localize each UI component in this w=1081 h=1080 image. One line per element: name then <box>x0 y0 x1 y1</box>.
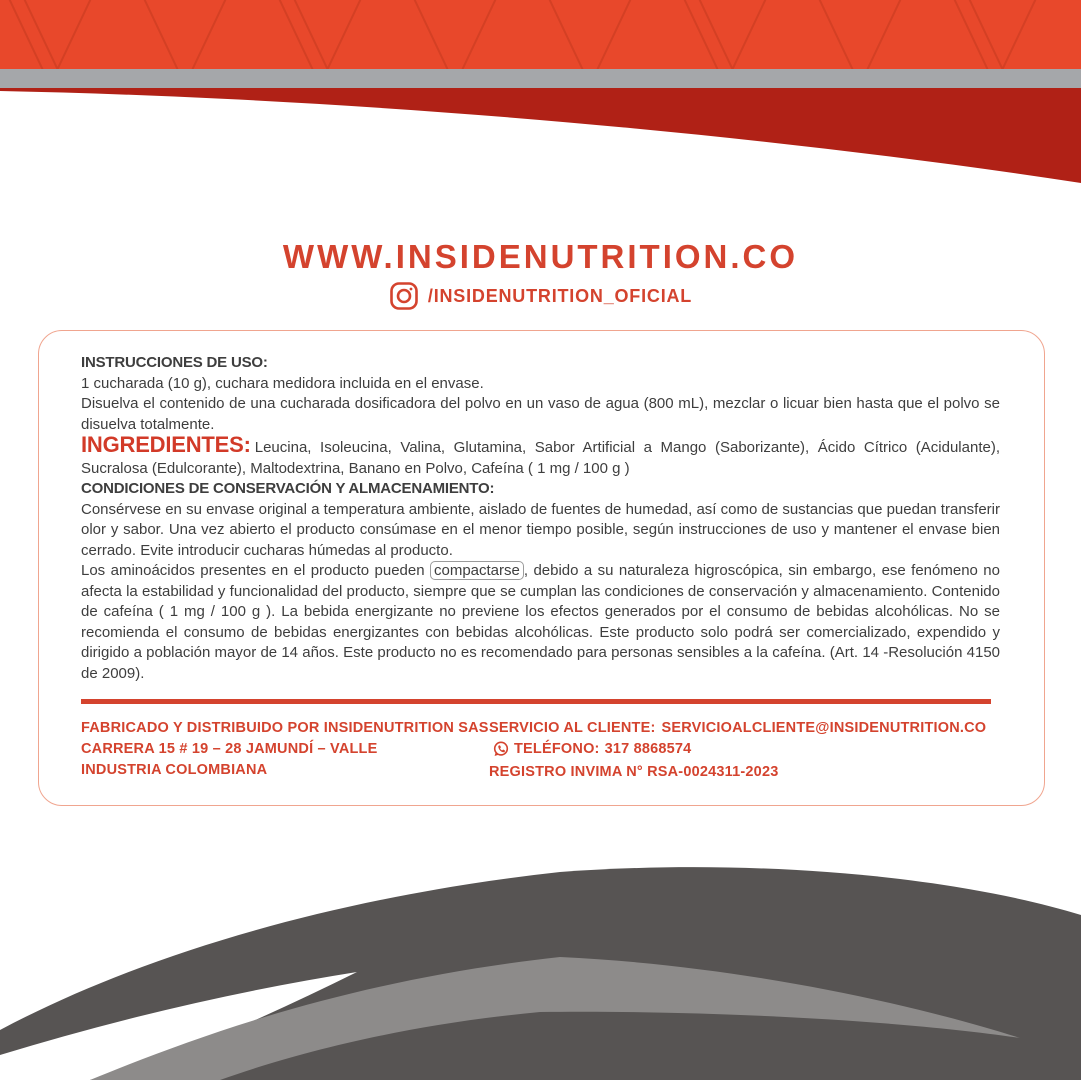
service-line <box>489 718 1000 739</box>
header-darkred-curve <box>0 88 1081 183</box>
instagram-icon <box>389 281 419 311</box>
storage-paragraph-2-end: , debido a su naturaleza higroscópica, sin embargo, ese fenómeno no afecta la estabilidad y funcionalidad del producto, siempre que se cumplan las condiciones de conservación y almacenamiento. Contenido de cafeína ( 1 mg / 100 g ). La bebida energizante no previene los efectos generados por el consumo de bebidas alcohólicas. No se recomienda el consumo de bebidas energizantes con bebidas alcohólicas. Este producto solo podrá ser comercializado, expendido y dirigido a población mayor de 14 años. Este producto no es recomendado para personas sensibles a la cafeína. (Art. 14 -Resolución 4150 de 2009). <box>81 562 1000 682</box>
address-line: CARRERA 15 # 19 – 28 JAMUNDÍ – VALLE <box>81 740 378 757</box>
service-label: SERVICIO AL CLIENTE: <box>489 719 656 736</box>
header-decoration <box>0 0 1081 185</box>
service-email: SERVICIOALCLIENTE@INSIDENUTRITION.CO <box>661 719 987 736</box>
manufacturer-line: FABRICADO Y DISTRIBUIDO POR INSIDENUTRITION SAS <box>81 719 489 736</box>
footer-swoosh-decoration <box>0 820 1081 1080</box>
instagram-row <box>0 281 1081 311</box>
phone-line <box>489 739 1000 760</box>
red-divider <box>81 699 991 704</box>
storage-paragraph-2 <box>81 561 1000 684</box>
manufacturer-block <box>81 718 489 783</box>
ingredients-text: Leucina, Isoleucina, Valina, Glutamina, Sabor Artificial a Mango (Saborizante), Ácido Cítrico (Acidulante), Sucralosa (Edulcorante), Maltodextrina, Banano en Polvo, Cafeína ( 1 mg / 100 g ) <box>81 439 1000 477</box>
instagram-handle: /INSIDENUTRITION_OFICIAL <box>427 285 693 306</box>
header-gray-stripe <box>0 69 1081 88</box>
invima-registry: REGISTRO INVIMA N° RSA-0024311-2023 <box>489 763 779 780</box>
ingredients-paragraph <box>81 432 1000 479</box>
instructions-line1: 1 cucharada (10 g), cuchara medidora incluida en el envase. <box>81 374 484 392</box>
industry-line: INDUSTRIA COLOMBIANA <box>81 761 268 778</box>
instructions-line2: Disuelva el contenido de una cucharada dosificadora del polvo en un vaso de agua (800 mL), mezclar o licuar bien hasta que el polvo se disuelva totalmente. <box>81 395 1000 433</box>
info-card <box>38 330 1045 806</box>
storage-heading: CONDICIONES DE CONSERVACIÓN Y ALMACENAMIENTO: <box>81 480 495 497</box>
whatsapp-icon <box>493 741 509 757</box>
website-url: WWW.INSIDENUTRITION.CO <box>282 238 799 275</box>
storage-paragraph-2-start: Los aminoácidos presentes en el producto pueden <box>81 562 430 579</box>
phone-number: 317 8868574 <box>604 740 692 757</box>
storage-paragraph-1: Consérvese en su envase original a temperatura ambiente, aislado de fuentes de humedad, así como de sustancias que puedan transferir olor y sabor. Una vez abierto el producto consúmase en el menor tiempo posible, según instrucciones de uso y mantener el envase bien cerrado. Evite introducir cucharas húmedas al producto. <box>81 500 1000 559</box>
contact-block <box>489 718 1000 783</box>
boxed-word: compactarse <box>430 561 524 580</box>
label-footer <box>81 718 1000 783</box>
phone-label: TELÉFONO: <box>514 740 600 757</box>
ingredients-heading: INGREDIENTES: <box>81 432 251 457</box>
instructions-heading: INSTRUCCIONES DE USO: <box>81 354 268 371</box>
